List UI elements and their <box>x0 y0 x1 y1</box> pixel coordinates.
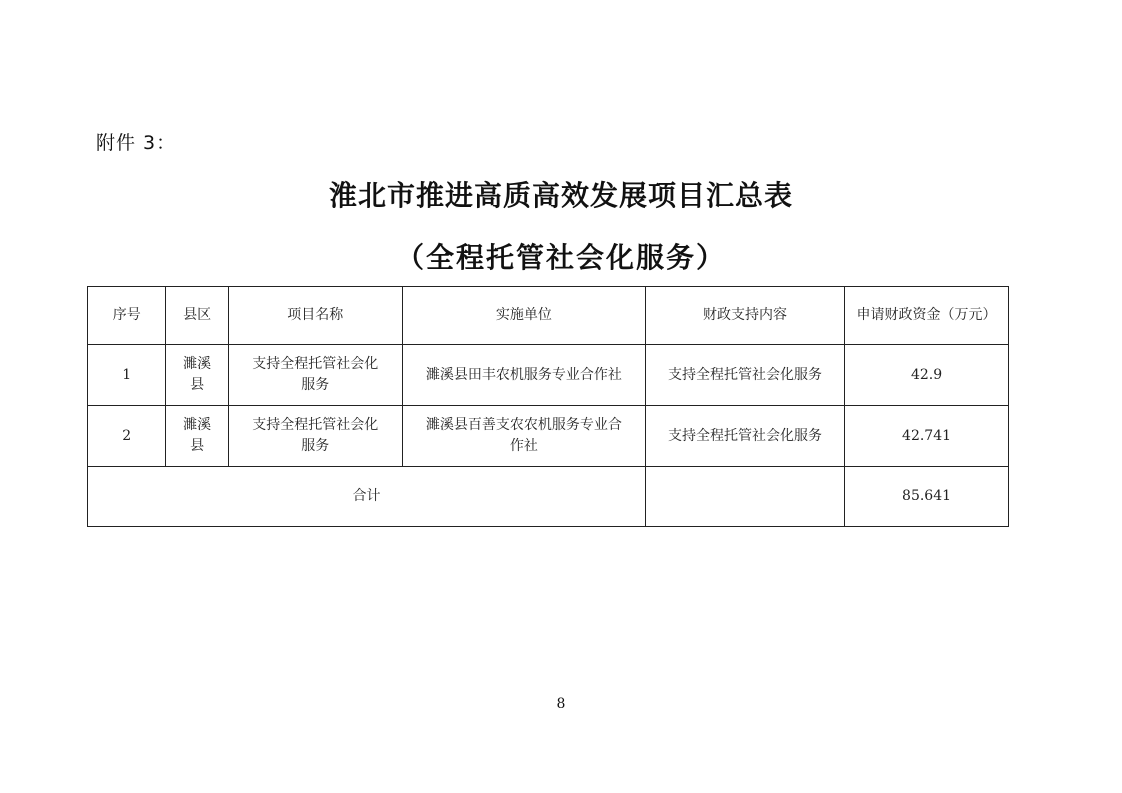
attachment-label: 附件 3： <box>96 132 177 154</box>
table-total-row <box>88 467 1009 527</box>
table-row <box>88 406 1009 467</box>
cell-implementing-unit-text: 濉溪县百善支农农机服务专业合作社 <box>425 417 622 454</box>
header-project-name: 项目名称 <box>228 287 402 345</box>
page-number: 8 <box>556 696 566 712</box>
cell-implementing-unit: 濉溪县田丰农机服务专业合作社 <box>402 345 645 406</box>
cell-project-name <box>228 406 402 467</box>
cell-implementing-unit <box>402 406 645 467</box>
table-header-row <box>88 287 1009 345</box>
cell-county-text: 濉溪县 <box>183 356 212 393</box>
document-subtitle: （全程托管社会化服务） <box>395 241 726 274</box>
cell-project-name-text: 支持全程托管社会化服务 <box>252 417 379 454</box>
header-seq: 序号 <box>88 287 166 345</box>
header-county: 县区 <box>166 287 228 345</box>
table-row <box>88 345 1009 406</box>
cell-project-name <box>228 345 402 406</box>
cell-requested-funds: 42.9 <box>845 345 1009 406</box>
cell-seq: 2 <box>88 406 166 467</box>
cell-support-content: 支持全程托管社会化服务 <box>646 406 845 467</box>
total-label: 合计 <box>88 467 646 527</box>
total-support-content <box>646 467 845 527</box>
document-title: 淮北市推进高质高效发展项目汇总表 <box>328 179 793 212</box>
total-requested-funds: 85.641 <box>845 467 1009 527</box>
cell-support-content: 支持全程托管社会化服务 <box>646 345 845 406</box>
cell-requested-funds: 42.741 <box>845 406 1009 467</box>
cell-seq: 1 <box>88 345 166 406</box>
cell-project-name-text: 支持全程托管社会化服务 <box>252 356 379 393</box>
project-summary-table <box>87 286 1009 527</box>
cell-county-text: 濉溪县 <box>183 417 212 454</box>
header-implementing-unit: 实施单位 <box>402 287 645 345</box>
header-support-content: 财政支持内容 <box>646 287 845 345</box>
cell-county <box>166 406 228 467</box>
cell-county <box>166 345 228 406</box>
header-requested-funds: 申请财政资金（万元） <box>845 287 1009 345</box>
